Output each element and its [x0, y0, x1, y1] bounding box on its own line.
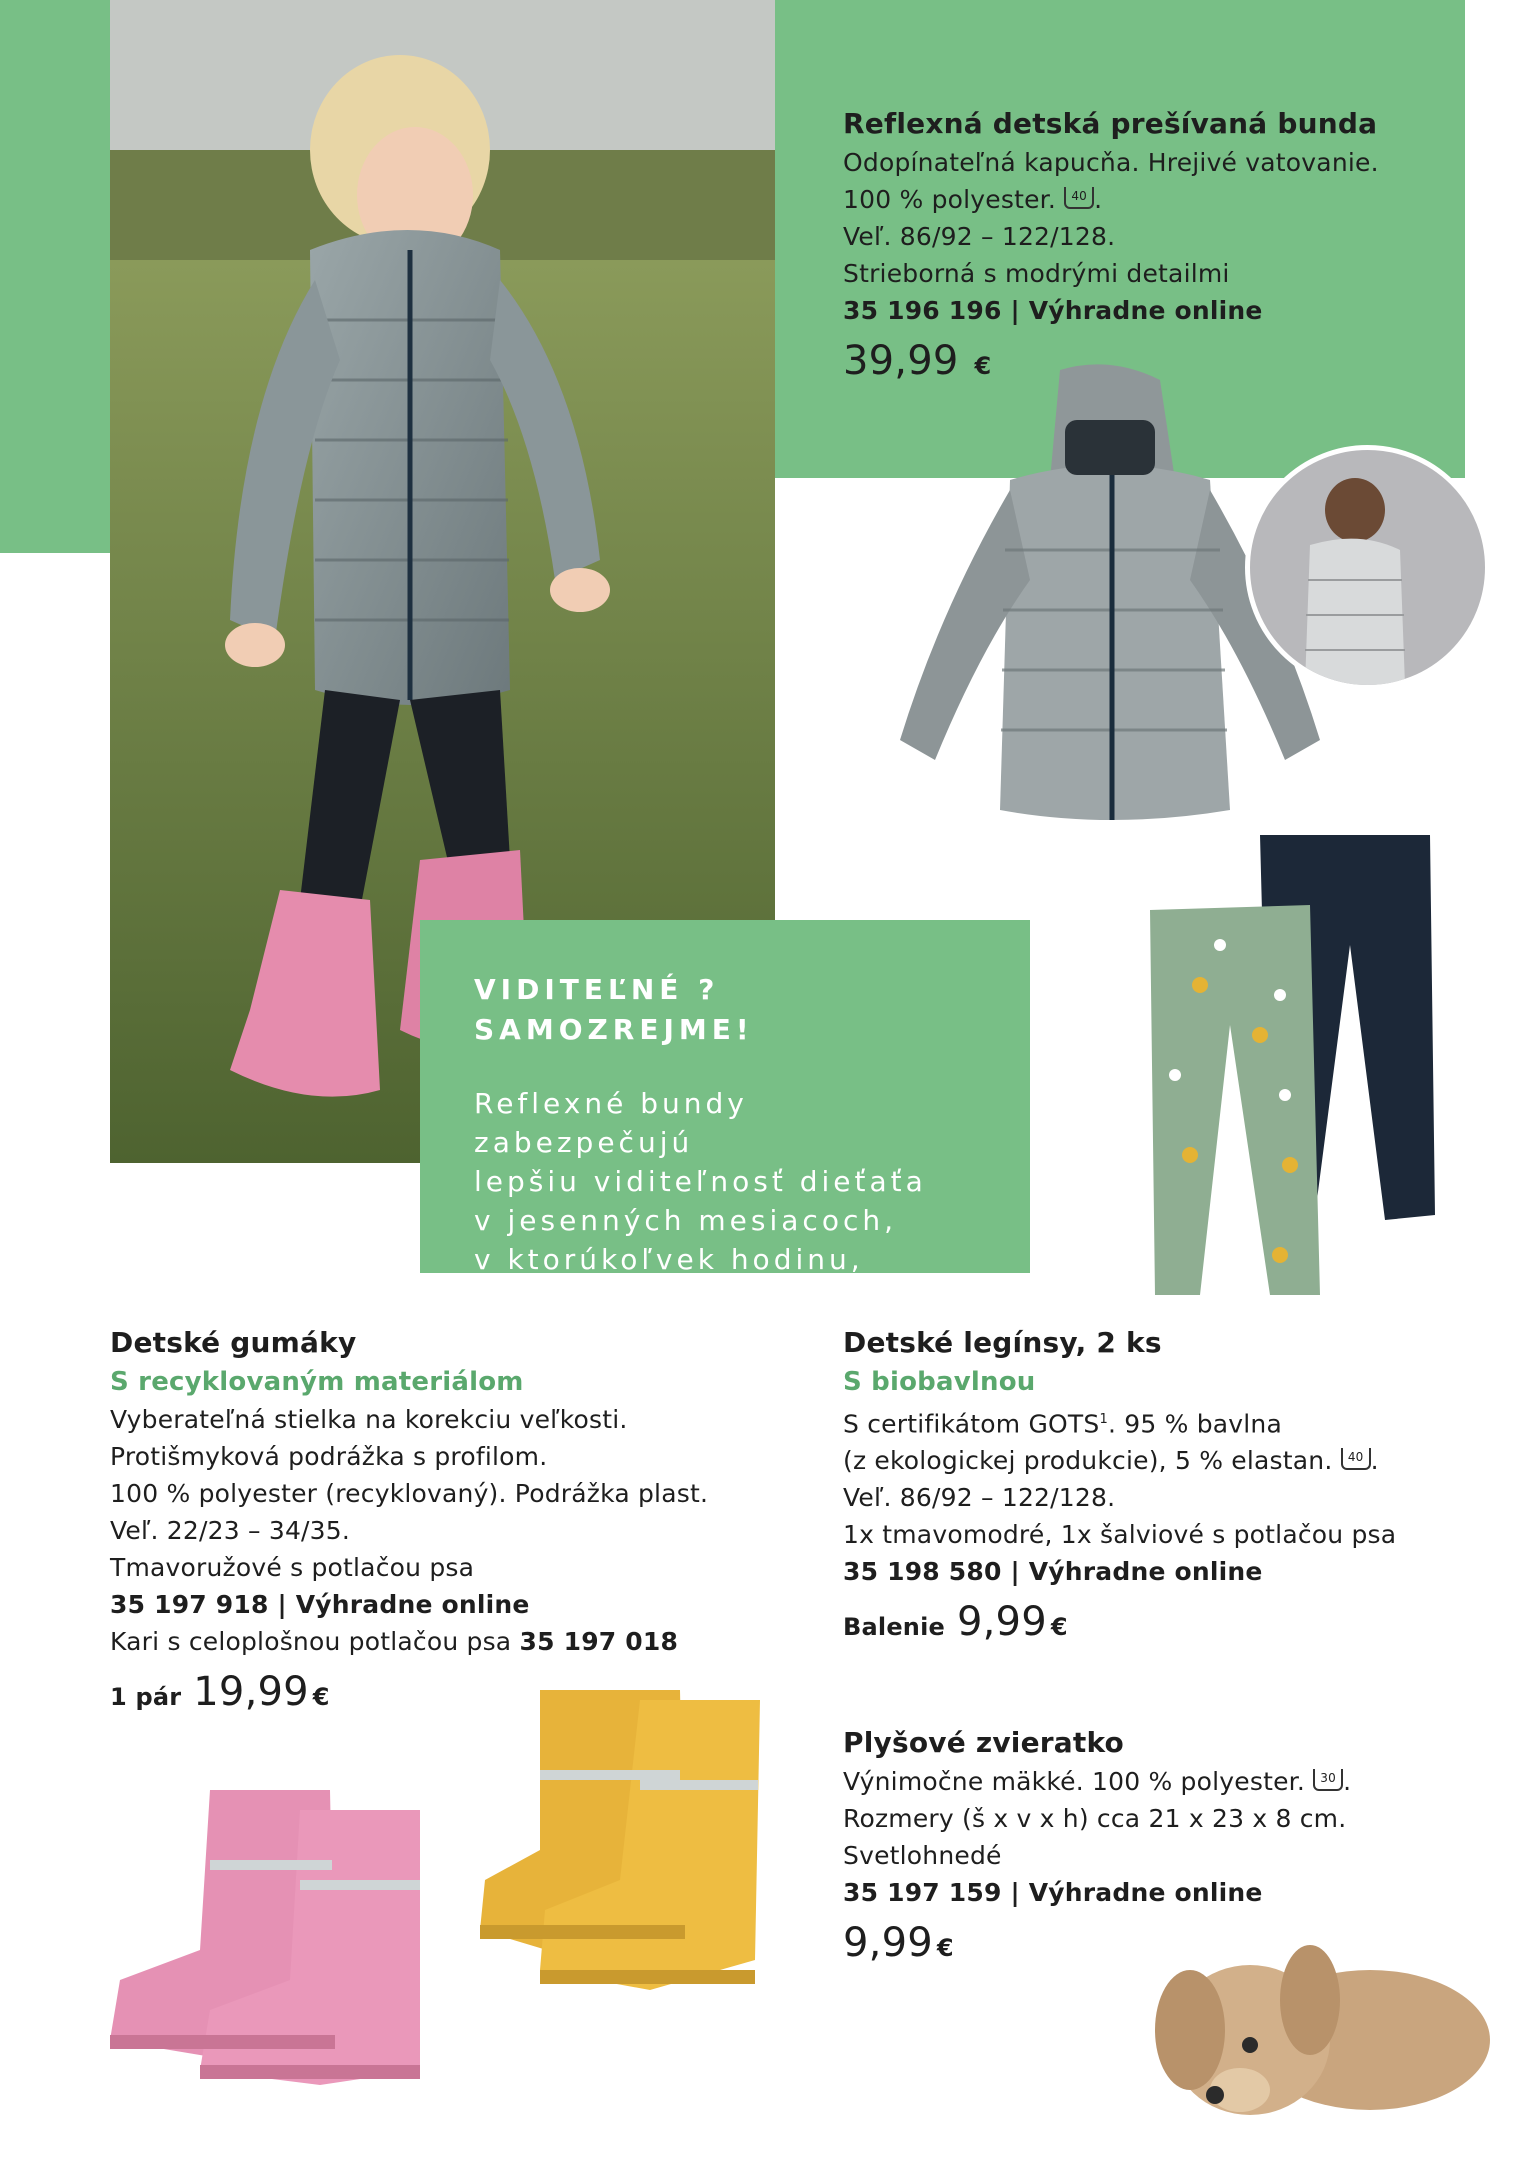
jacket-desc-line-3: Veľ. 86/92 – 122/128.: [843, 222, 1116, 251]
plush-material: Výnimočne mäkké. 100 % polyester.: [843, 1767, 1305, 1796]
info-callout-box: [420, 920, 1030, 1315]
leggings-price: [843, 1598, 1463, 1646]
green-background-left: [0, 0, 110, 553]
plush-code: 35 197 159 | Výhradne online: [843, 1878, 1263, 1907]
wash-40-icon: 40: [1341, 1448, 1371, 1470]
plush-desc-line: Výnimočne mäkké. 100 % polyester. 30 .: [843, 1767, 1352, 1796]
boots-alt-text: Kari s celoplošnou potlačou psa: [110, 1627, 512, 1656]
boots-product-image: [100, 1680, 760, 2100]
jacket-desc-line-4: Strieborná s modrými detailmi: [843, 259, 1230, 288]
info-body-line: pri vetre a v zlom počasí.: [474, 1282, 932, 1315]
leggings-price-value: 9,99: [956, 1599, 1047, 1646]
boots-subtitle: S recyklovaným materiálom: [110, 1367, 524, 1397]
jacket-code: 35 196 196 | Výhradne online: [843, 296, 1263, 325]
leggings-product-image: [1130, 835, 1450, 1295]
boots-desc-line: Tmavoružové s potlačou psa: [110, 1553, 475, 1582]
jacket-price-value: 39,99: [843, 338, 959, 384]
plush-desc-line: Svetlohnedé: [843, 1841, 1002, 1870]
jacket-reflective-inset-photo: [1245, 445, 1490, 690]
leggings-desc-line: 1x tmavomodré, 1x šalviové s potlačou psa: [843, 1520, 1397, 1550]
boots-desc-line: Veľ. 22/23 – 34/35.: [110, 1516, 351, 1545]
info-body-line: lepšiu viditeľnosť dieťaťa: [474, 1165, 927, 1198]
plush-title: Plyšové zvieratko: [843, 1726, 1124, 1759]
boots-alt-code: 35 197 018: [519, 1627, 679, 1656]
info-body: [474, 1084, 976, 1318]
leggings-desc-line: [843, 1401, 1463, 1442]
wash-40-icon: 40: [1064, 187, 1094, 209]
plush-dog-product-image: [1140, 1890, 1500, 2140]
leggings-price-label: Balenie: [843, 1613, 945, 1642]
leggings-subtitle: S biobavlnou: [843, 1367, 1036, 1397]
boots-alt-variant: [110, 1623, 750, 1660]
euro-sign: €: [312, 1683, 330, 1711]
leggings-desc-line: (z ekologickej produkcie), 5 % elastan. 40 .: [843, 1446, 1379, 1476]
jacket-title: Reflexná detská prešívaná bunda: [843, 107, 1378, 140]
boots-product-info: [110, 1323, 750, 1716]
leggings-product-info: [843, 1323, 1463, 1646]
leggings-title: Detské legínsy, 2 ks: [843, 1326, 1162, 1359]
jacket-desc-line-2: 100 % polyester. 40 .: [843, 185, 1103, 214]
info-body-line: Reflexné bundy zabezpečujú: [474, 1087, 748, 1159]
leggings-material: (z ekologickej produkcie), 5 % elastan.: [843, 1446, 1333, 1476]
leggings-cert-rest: . 95 % bavlna: [1107, 1409, 1283, 1439]
boots-desc-line: Vyberateľná stielka na korekciu veľkosti.: [110, 1405, 628, 1434]
plush-desc-line: Rozmery (š x v x h) cca 21 x 23 x 8 cm.: [843, 1804, 1347, 1833]
boots-desc-line: Protišmyková podrážka s profilom.: [110, 1442, 548, 1471]
boots-price-label: 1 pár: [110, 1683, 182, 1711]
jacket-desc-line-1: Odopínateľná kapucňa. Hrejivé vatovanie.: [843, 148, 1379, 177]
footnote-marker: 1: [1099, 1412, 1108, 1427]
info-body-line: v ktorúkoľvek hodinu,: [474, 1243, 864, 1276]
info-heading: VIDITEĽNÉ ? SAMOZREJME!: [474, 973, 754, 1046]
wash-30-icon: 30: [1313, 1769, 1343, 1791]
leggings-code: 35 198 580 | Výhradne online: [843, 1557, 1263, 1587]
euro-sign: €: [936, 1934, 954, 1962]
euro-sign: €: [974, 352, 992, 380]
leggings-cert: S certifikátom GOTS: [843, 1409, 1100, 1439]
euro-sign: €: [1050, 1613, 1068, 1642]
jacket-product-info: [843, 104, 1463, 385]
boots-code: 35 197 918 | Výhradne online: [110, 1590, 530, 1619]
boots-price-value: 19,99: [193, 1669, 309, 1715]
leggings-desc-line: Veľ. 86/92 – 122/128.: [843, 1483, 1116, 1513]
inset-child-illustration: [1250, 450, 1485, 685]
boots-desc-line: 100 % polyester (recyklovaný). Podrážka plast.: [110, 1479, 709, 1508]
jacket-material: 100 % polyester.: [843, 185, 1056, 214]
info-body-line: v jesenných mesiacoch,: [474, 1204, 897, 1237]
plush-price-value: 9,99: [843, 1920, 933, 1966]
boots-title: Detské gumáky: [110, 1326, 357, 1359]
